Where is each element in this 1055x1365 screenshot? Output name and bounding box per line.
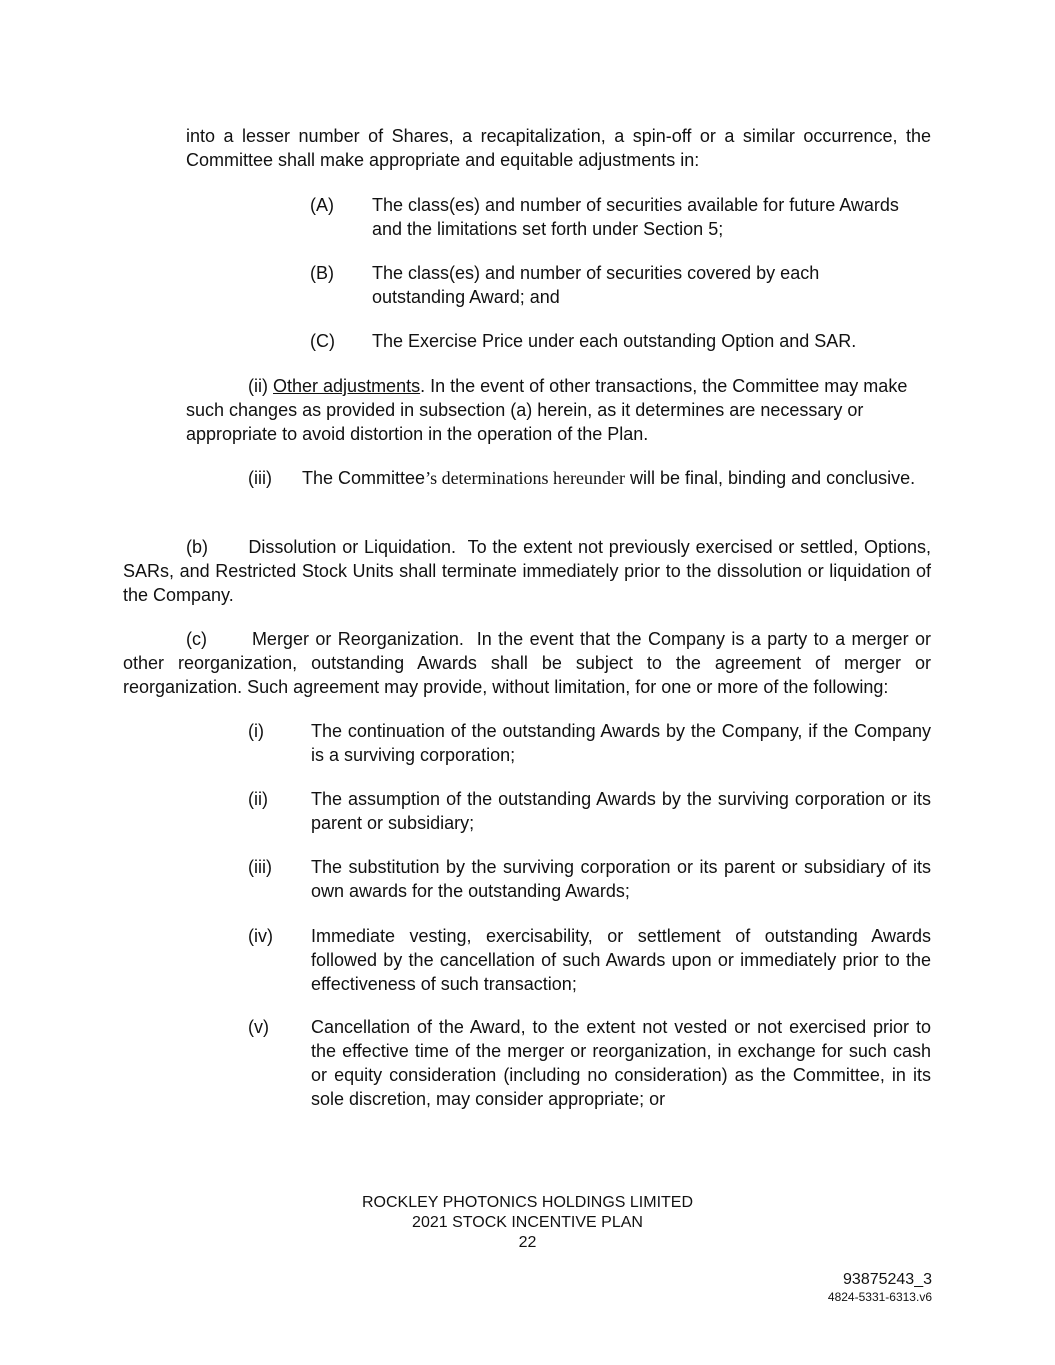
doc-id-primary: 93875243_3 <box>843 1271 932 1288</box>
determinations-paragraph <box>186 466 931 490</box>
adjustment-label-c: (C) <box>310 331 335 351</box>
dissolution-heading: Dissolution or Liquidation. <box>248 537 457 557</box>
merger-option-label-iii: (iii) <box>248 857 272 877</box>
footer-company: ROCKLEY PHOTONICS HOLDINGS LIMITED <box>361 1194 694 1211</box>
merger-label: (c) <box>186 629 207 649</box>
doc-id-secondary: 4824-5331-6313.v6 <box>827 1290 932 1304</box>
merger-option-label-iv: (iv) <box>248 926 273 946</box>
determinations-text-b: ’s determinations hereunder <box>425 468 625 488</box>
merger-text: In the event that the Company is a party to a merger or other reorganization, outstanding Awards shall be subject to the agreement of merger or reorganization. Such agreement may provide, without limitation, for one or more of the following: <box>123 629 931 697</box>
adjustment-item-c: The Exercise Price under each outstanding Option and SAR. <box>372 331 857 351</box>
merger-option-label-v: (v) <box>248 1017 269 1037</box>
merger-option-iii: The substitution by the surviving corporation or its parent or subsidiary of its own awards for the outstanding Awards; <box>311 857 931 901</box>
other-adjustments-label: (ii) <box>248 376 268 396</box>
merger-option-iv: Immediate vesting, exercisability, or settlement of outstanding Awards followed by the cancellation of such Awards upon or immediately prior to the effectiveness of such transaction; <box>311 926 931 994</box>
footer-plan: 2021 STOCK INCENTIVE PLAN <box>412 1214 643 1231</box>
intro-paragraph: into a lesser number of Shares, a recapitalization, a spin-off or a similar occurrence, the Committee shall make appropriate and equitable adjustments in: <box>186 126 931 170</box>
merger-option-label-i: (i) <box>248 721 264 741</box>
determinations-text-a: The Committee <box>302 468 426 488</box>
dissolution-label: (b) <box>186 537 208 557</box>
other-adjustments-heading: Other adjustments <box>273 376 421 396</box>
adjustment-label-b: (B) <box>310 263 334 283</box>
merger-option-label-ii: (ii) <box>248 789 268 809</box>
dissolution-text: To the extent not previously exercised or settled, Options, SARs, and Restricted Stock Units shall terminate immediately prior to the dissolution or liquidation of the Company. <box>123 537 931 605</box>
merger-heading: Merger or Reorganization. <box>251 629 464 649</box>
footer-page-number: 22 <box>518 1234 537 1251</box>
adjustment-label-a: (A) <box>310 195 334 215</box>
determinations-label: (iii) <box>248 468 272 488</box>
merger-option-v: Cancellation of the Award, to the extent not vested or not exercised prior to the effective time of the merger or reorganization, in exchange for such cash or equity consideration (including no consideration) as the Committee, in its sole discretion, may consider appropriate; or <box>311 1017 931 1109</box>
other-adjustments-text: . In the event of other transactions, the Committee may make such changes as provided in subsection (a) herein, as it determines are necessary or appropriate to avoid distortion in the operation of the Plan. <box>186 376 908 444</box>
determinations-text-c: will be final, binding and conclusive. <box>625 468 916 488</box>
dissolution-paragraph <box>123 535 931 607</box>
adjustment-item-b: The class(es) and number of securities covered by each outstanding Award; and <box>372 263 820 307</box>
adjustment-item-a: The class(es) and number of securities available for future Awards and the limitations set forth under Section 5; <box>372 195 899 239</box>
merger-option-i: The continuation of the outstanding Awards by the Company, if the Company is a surviving corporation; <box>311 721 931 765</box>
merger-option-ii: The assumption of the outstanding Awards by the surviving corporation or its parent or subsidiary; <box>311 789 931 833</box>
other-adjustments-paragraph <box>186 374 931 446</box>
merger-paragraph <box>123 627 931 699</box>
